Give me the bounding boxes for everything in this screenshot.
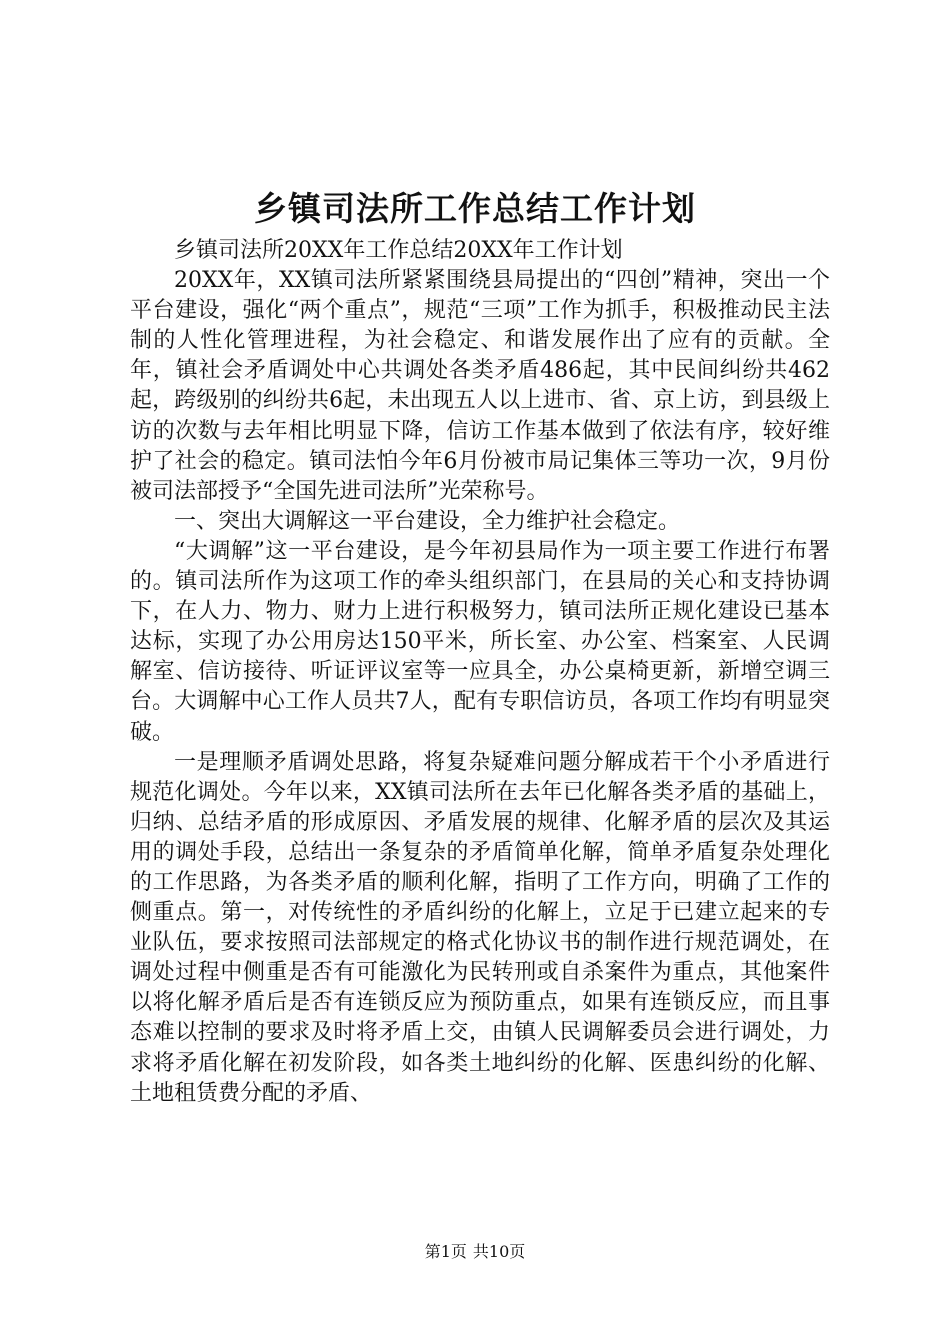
page-number: 第1页 <box>424 1242 467 1261</box>
body-paragraph: 一是理顺矛盾调处思路，将复杂疑难问题分解成若干个小矛盾进行规范化调处。今年以来，XX镇司法所在去年已化解各类矛盾的基础上，归纳、总结矛盾的形成原因、矛盾发展的规律、化解矛盾的层次及其运用的调处手段，总结出一条复杂的矛盾简单化解，简单矛盾复杂处理化的工作思路，为各类矛盾的顺利化解，指明了工作方向，明确了工作的侧重点。第一，对传统性的矛盾纠纷的化解上，立足于已建立起来的专业队伍，要求按照司法部规定的格式化协议书的制作进行规范调处，在调处过程中侧重是否有可能激化为民转刑或自杀案件为重点，其他案件以将化解矛盾后是否有连锁反应为预防重点，如果有连锁反应，而且事态难以控制的要求及时将矛盾上交，由镇人民调解委员会进行调处，力求将矛盾化解在初发阶段，如各类土地纠纷的化解、医患纠纷的化解、土地租赁费分配的矛盾、 <box>130 749 830 1106</box>
document-title: 乡镇司法所工作总结工作计划 <box>254 189 696 228</box>
body-paragraph: “大调解”这一平台建设，是今年初县局作为一项主要工作进行布署的。镇司法所作为这项工作的牵头组织部门，在县局的关心和支持协调下，在人力、物力、财力上进行积极努力，镇司法所正规化建设已基本达标，实现了办公用房达150平米，所长室、办公室、档案室、人民调解室、信访接待、听证评议室等一应具全，办公桌椅更新，新增空调三台。大调解中心工作人员共7人，配有专职信访员，各项工作均有明显突破。 <box>130 538 830 745</box>
subtitle-paragraph: 乡镇司法所20XX年工作总结20XX年工作计划 <box>174 238 623 263</box>
page-footer <box>0 1240 950 1264</box>
section-heading: 一、突出大调解这一平台建设，全力维护社会稳定。 <box>174 508 681 534</box>
page-total: 共10页 <box>472 1242 526 1261</box>
intro-paragraph: 20XX年，XX镇司法所紧紧围绕县局提出的“四创”精神，突出一个平台建设，强化“两个重点”，规范“三项”工作为抓手，积极推动民主法制的人性化管理进程，为社会稳定、和谐发展作出了应有的贡献。全年，镇社会矛盾调处中心共调处各类矛盾486起，其中民间纠纷共462起，跨级别的纠纷共6起，未出现五人以上进市、省、京上访，到县级上访的次数与去年相比明显下降，信访工作基本做到了依法有序，较好维护了社会的稳定。镇司法怕今年6月份被市局记集体三等功一次，9月份被司法部授予“全国先进司法所”光荣称号。 <box>130 268 830 504</box>
document-body <box>130 236 830 1109</box>
